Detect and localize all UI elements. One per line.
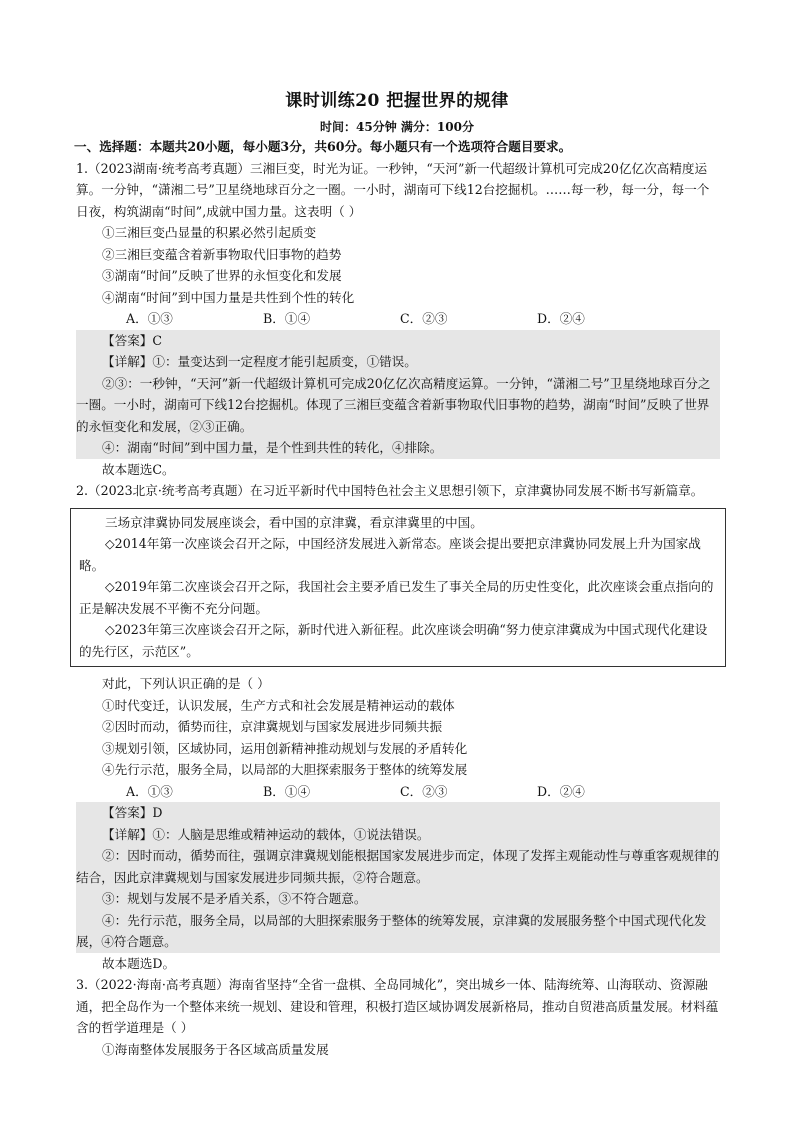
- q1-conclusion: 故本题选C。: [102, 461, 175, 477]
- q2-answer: 【答案】D: [102, 805, 163, 820]
- q2-material-box: [70, 508, 726, 668]
- q2-item: ②因时而动，循势而往，京津冀规划与国家发展进步同频共振: [102, 719, 443, 734]
- q1-option-c: C．②③: [400, 311, 448, 326]
- q2-detail: 【详解】①：人脑是思维或精神运动的载体，①说法错误。: [102, 826, 430, 842]
- q2-options: [76, 781, 720, 803]
- q2-option-c: C．②③: [400, 783, 448, 799]
- q2-item: ①时代变迁，认识发展，生产方式和社会发展是精神运动的载体: [102, 697, 455, 713]
- q2-item: ④先行示范，服务全局，以局部的大胆探索服务于整体的统筹发展: [102, 762, 468, 777]
- q1-item: ④湖南“时间”到中国力量是共性到个性的转化: [102, 289, 355, 305]
- q1-solution: [76, 330, 720, 459]
- q2-option-a: A．①③: [126, 783, 173, 799]
- q3-stem: 3.（2022·海南·高考真题）海南省坚持“全省一盘棋、全岛同城化”，突出城乡一体、陆海统筹、山海联动、资源融通，把全岛作为一个整体来统一规划、建设和管理，积极打造区域协调发展新格局，推动自贸港高质量发展。材料蕴含的哲学道理是（ ）: [76, 977, 719, 1035]
- q2-solution: [76, 802, 720, 953]
- q1-item: ③湖南“时间”反映了世界的永恒变化和发展: [102, 268, 342, 283]
- q2-stem: 2.（2023北京·统考高考真题）在习近平新时代中国特色社会主义思想引领下，京津冀协同发展不断书写新篇章。: [76, 483, 704, 498]
- q2-conclusion: 故本题选D。: [102, 955, 176, 971]
- q2-material-line: ◇2019年第二次座谈会召开之际，我国社会主要矛盾已发生了事关全局的历史性变化，此次座谈会重点指向的正是解决发展不平衡不充分问题。: [79, 579, 714, 616]
- q2-option-b: B．①④: [263, 783, 311, 799]
- q2-item: ③规划引领，区域协同，运用创新精神推动规划与发展的矛盾转化: [102, 740, 468, 756]
- q1-option-b: B．①④: [263, 311, 311, 326]
- section-heading: 一、选择题：本题共20小题，每小题3分，共60分。每小题只有一个选项符合题目要求。: [74, 139, 572, 154]
- q1-detail: 【详解】①：量变达到一定程度才能引起质变，①错误。: [102, 354, 417, 369]
- q1-options: [76, 308, 720, 330]
- q2-option-d: D．②④: [537, 783, 585, 799]
- q2-question: 对此，下列认识正确的是（ ）: [102, 676, 270, 691]
- exam-meta: 时间：45分钟 满分：100分: [320, 120, 474, 134]
- q2-detail: ②：因时而动，循势而往，强调京津冀规划能根据国家发展进步而定，体现了发挥主观能动性与尊重客观规律的结合，因此京津冀规划与国家发展进步同频共振，②符合题意。: [76, 848, 720, 885]
- page-title: 课时训练20 把握世界的规律: [285, 91, 509, 111]
- q1-answer: 【答案】C: [102, 332, 163, 348]
- q2-detail: ③：规划与发展不是矛盾关系，③不符合题意。: [102, 891, 367, 906]
- q1-detail: ④：湖南“时间”到中国力量，是个性到共性的转化，④排除。: [102, 440, 443, 455]
- q2-material-line: 三场京津冀协同发展座谈会，看中国的京津冀，看京津冀里的中国。: [105, 514, 483, 530]
- q1-stem: 1.（2023湖南·统考高考真题）三湘巨变，时光为证。一秒钟，“天河”新一代超级计算机可完成20亿亿次高精度运算。一分钟，“潇湘二号”卫星绕地球百分之一圈。一小时，湖南可下线12台挖掘机。……每一秒，每一分，每一个日夜，构筑湖南“时间”,成就中国力量。这表明（ ）: [76, 160, 710, 219]
- document-body: [76, 136, 720, 1060]
- q2-detail: ④：先行示范，服务全局，以局部的大胆探索服务于整体的统筹发展，京津冀的发展服务整个中国式现代化发展，④符合题意。: [76, 912, 707, 949]
- q1-option-d: D．②④: [537, 311, 585, 326]
- q1-item: ②三湘巨变蕴含着新事物取代旧事物的趋势: [102, 246, 342, 262]
- q2-material-line: ◇2014年第一次座谈会召开之际，中国经济发展进入新常态。座谈会提出要把京津冀协同发展上升为国家战略。: [79, 536, 701, 573]
- q2-material-line: ◇2023年第三次座谈会召开之际，新时代进入新征程。此次座谈会明确“努力使京津冀成为中国式现代化建设的先行区，示范区”。: [79, 622, 708, 659]
- q1-detail: ②③：一秒钟，“天河”新一代超级计算机可完成20亿亿次高精度运算。一分钟，“潇湘二号”卫星绕地球百分之一圈。一小时，湖南可下线12台挖掘机。体现了三湘巨变蕴含着新事物取代旧事物的趋势，湖南“时间”反映了世界的永恒变化和发展，②③正确。: [76, 375, 711, 434]
- q3-item: ①海南整体发展服务于各区域高质量发展: [102, 1041, 329, 1057]
- q1-item: ①三湘巨变凸显量的积累必然引起质变: [102, 225, 317, 240]
- q1-option-a: A．①③: [126, 311, 173, 326]
